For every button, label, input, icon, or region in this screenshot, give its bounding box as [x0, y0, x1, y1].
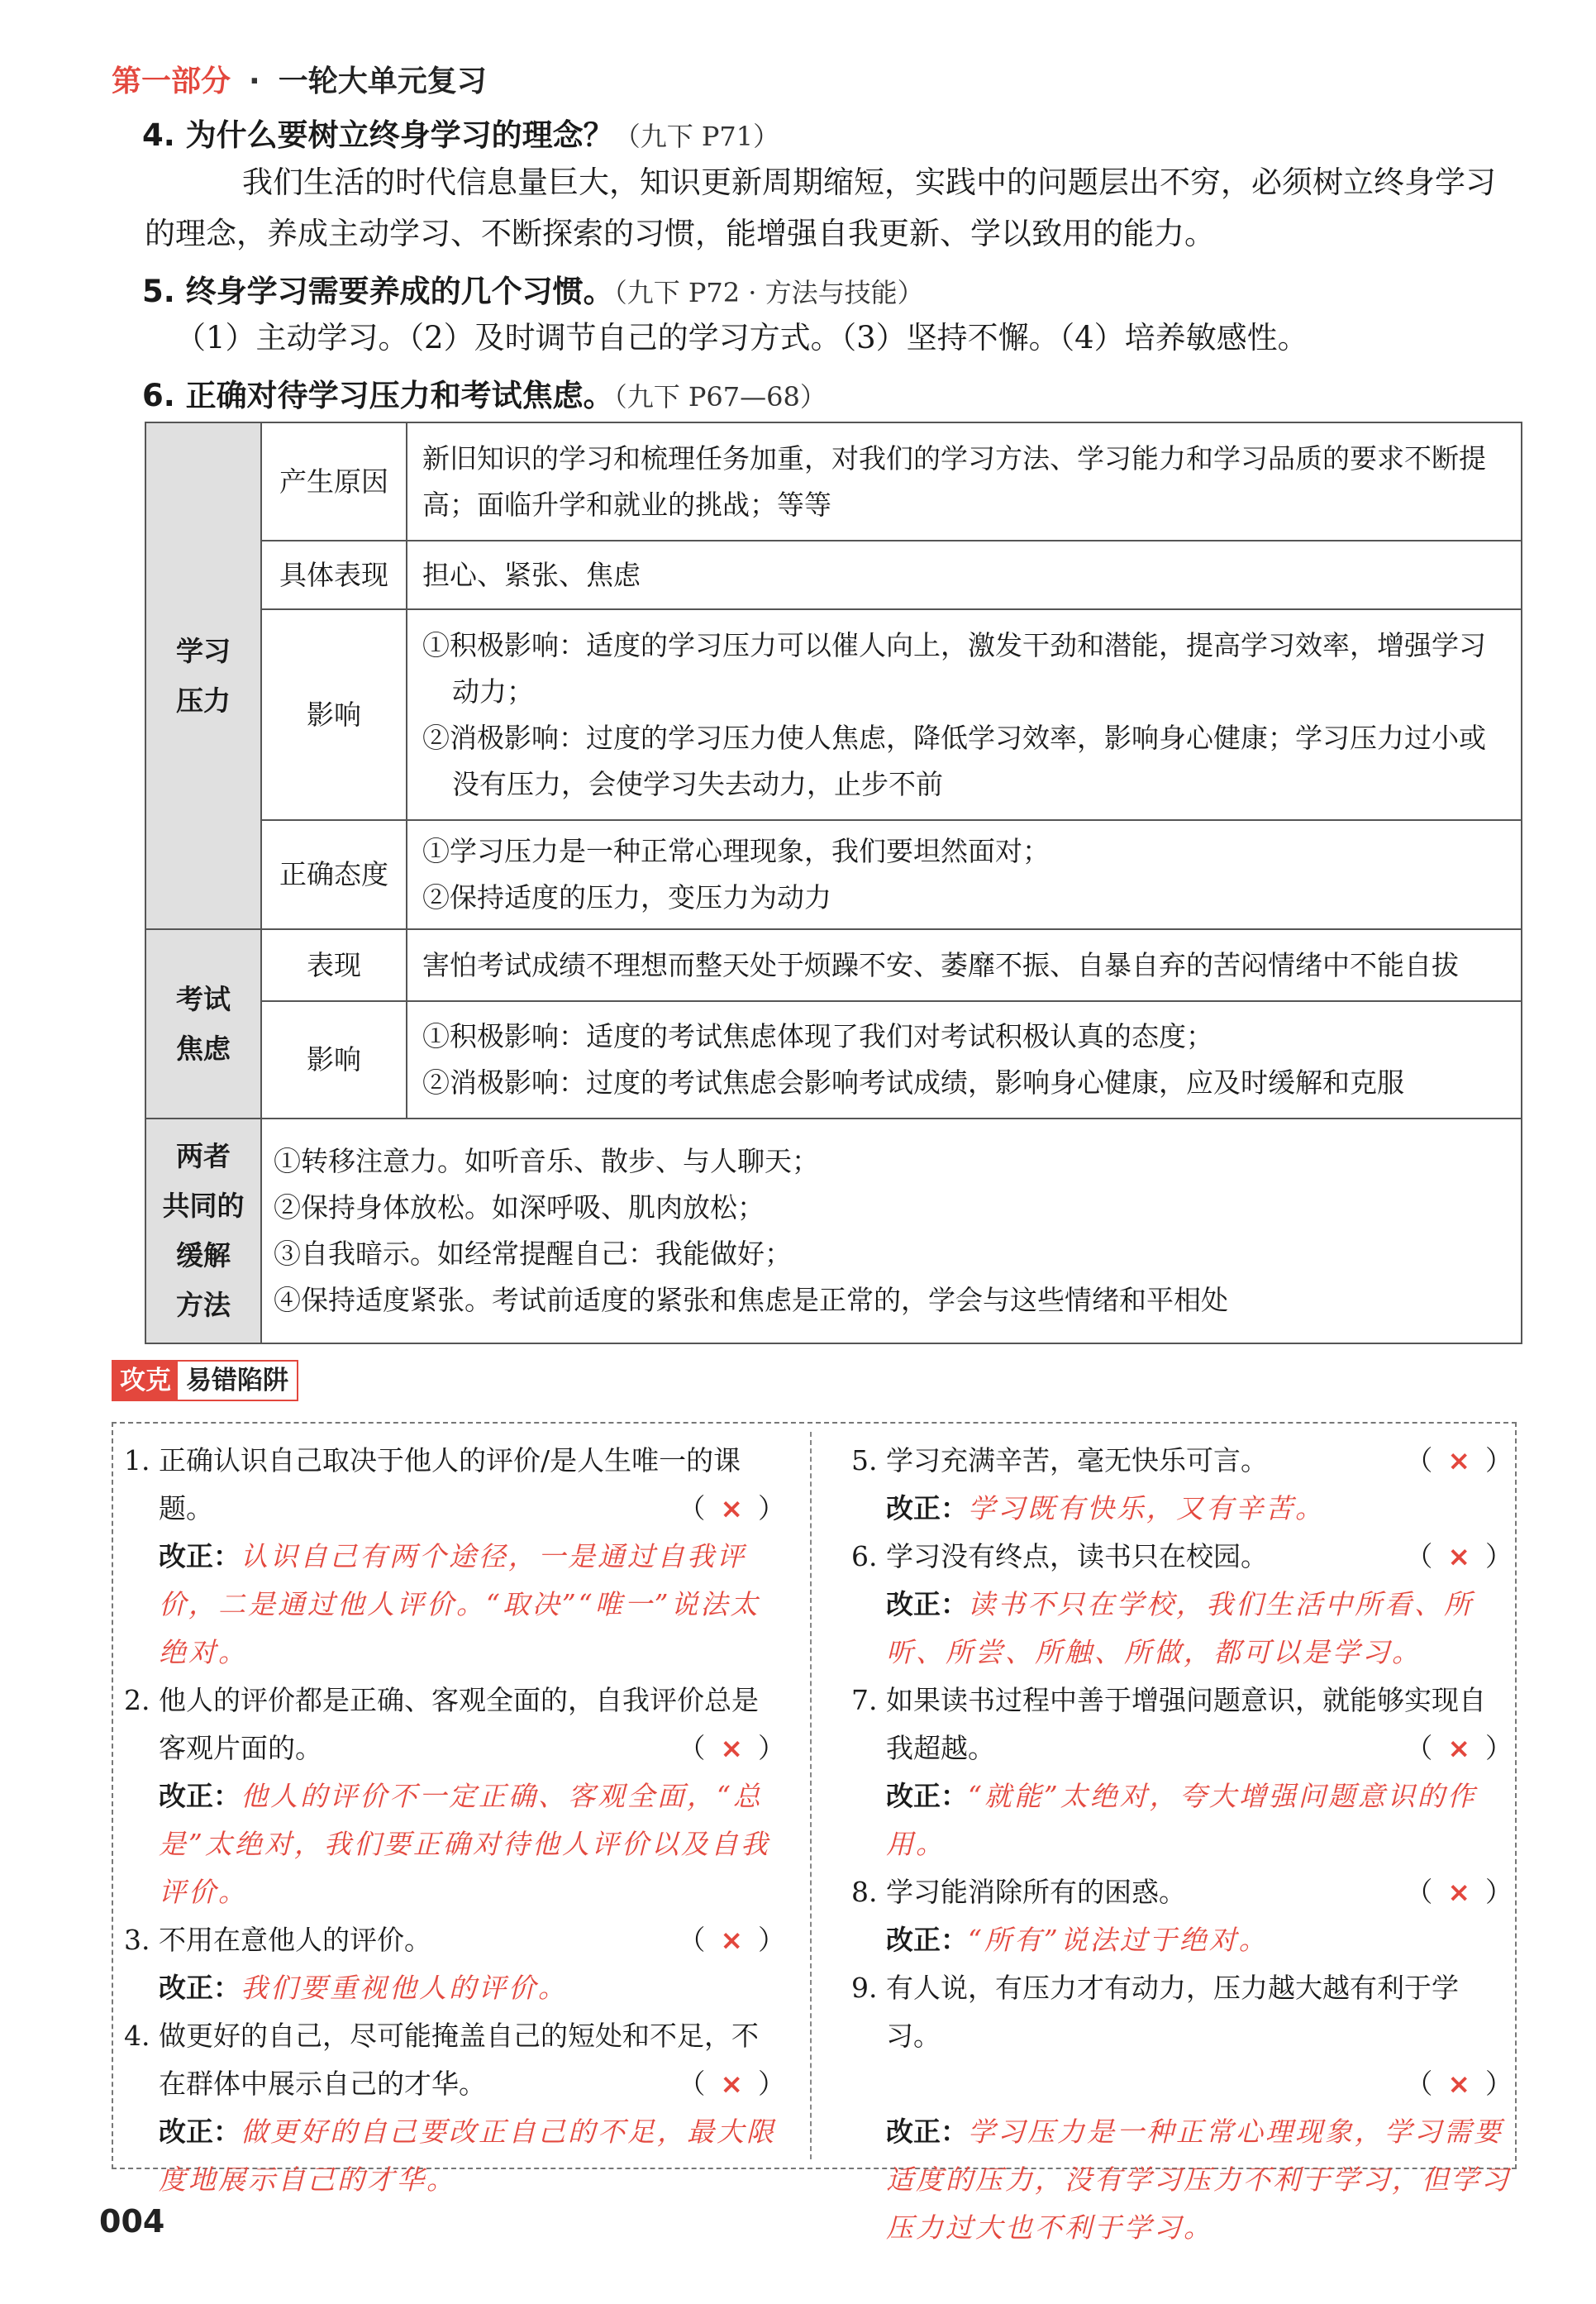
wrong-mark-2: （ × ） — [678, 1732, 785, 1764]
wrong-mark-4: （ × ） — [678, 2068, 785, 2100]
correction-1 — [124, 1533, 785, 1677]
cross-icon: × — [1447, 1876, 1470, 1908]
trap-item-9 — [851, 1964, 1513, 2252]
correction-5 — [851, 1485, 1513, 1533]
correction-9 — [851, 2108, 1513, 2252]
trap-item-6 — [851, 1533, 1513, 1677]
trap-badge-prefix: 攻克 — [113, 1362, 178, 1400]
correction-label: 改正： — [886, 2116, 968, 2148]
wrong-mark-5: （ × ） — [1405, 1444, 1513, 1476]
correction-label: 改正： — [159, 1972, 241, 2004]
trap-question-5: 5. 学习充满辛苦，毫无快乐可言。 — [851, 1444, 1268, 1476]
header-separator: · — [249, 64, 260, 98]
trap-item-2 — [124, 1677, 785, 1916]
method-4: ④保持适度紧张。考试前适度的紧张和焦虑是正常的，学会与这些情绪和平相处 — [274, 1284, 1228, 1316]
correction-3 — [124, 1964, 785, 2012]
cell-symptom-label: 具体表现 — [261, 541, 407, 609]
trap-question-9: 9. 有人说，有压力才有动力，压力越大越有利于学习。 — [851, 1972, 1459, 2052]
impact-negative-line2: 没有压力，会使学习失去动力，止步不前 — [452, 767, 943, 800]
trap-item-1 — [124, 1437, 785, 1677]
cross-icon: × — [1447, 1540, 1470, 1572]
cross-icon: × — [720, 1492, 743, 1524]
impact-positive-line1: ①积极影响：适度的学习压力可以催人向上，激发干劲和潜能，提高学习效率，增强学习 — [422, 628, 1486, 661]
correction-4 — [124, 2108, 785, 2204]
trap-item-5 — [851, 1437, 1513, 1533]
section-header — [112, 58, 487, 100]
cell-cause-label: 产生原因 — [261, 422, 407, 541]
wrong-mark-6: （ × ） — [1405, 1540, 1513, 1572]
page-number: 004 — [99, 2203, 165, 2240]
correction-8 — [851, 1916, 1513, 1964]
question-5-ref: （九下 P72 · 方法与技能） — [613, 277, 924, 308]
wrong-mark-8: （ × ） — [1405, 1876, 1513, 1908]
cell-anxiety-impact-text — [407, 1001, 1522, 1119]
trap-question-7: 7. 如果读书过程中善于增强问题意识，就能够实现自我超越。 — [851, 1684, 1486, 1764]
unit-title: 一轮大单元复习 — [278, 64, 487, 98]
wrong-mark-3: （ × ） — [678, 1924, 785, 1956]
cell-methods-text — [261, 1119, 1522, 1343]
cross-icon: × — [720, 1732, 743, 1764]
method-3: ③自我暗示。如经常提醒自己：我能做好； — [274, 1238, 792, 1270]
question-6-title — [142, 370, 827, 415]
attitude-line2: ②保持适度的压力，变压力为动力 — [422, 881, 831, 913]
trap-question-6: 6. 学习没有终点，读书只在校园。 — [851, 1540, 1268, 1572]
cell-anxiety-impact-label: 影响 — [261, 1001, 407, 1119]
wrong-mark-9: （ × ） — [1405, 2068, 1513, 2100]
cross-icon: × — [720, 2068, 743, 2100]
correction-text-6: 读书不只在学校，我们生活中所看、所听、所尝、所触、所做，都可以是学习。 — [886, 1588, 1474, 1668]
cell-expression-label: 表现 — [261, 929, 407, 1001]
question-4-title — [142, 110, 779, 155]
question-4-answer: 我们生活的时代信息量巨大，知识更新周期缩短，实践中的问题层出不穷，必须树立终身学习的理念，养成主动学习、不断探索的习惯，能增强自我更新、学以致用的能力。 — [145, 165, 1496, 251]
trap-item-8 — [851, 1868, 1513, 1964]
group-common-methods: 两者 共同的 缓解 方法 — [145, 1119, 261, 1343]
method-2: ②保持身体放松。如深呼吸、肌肉放松； — [274, 1191, 765, 1224]
correction-label: 改正： — [886, 1588, 968, 1620]
correction-text-8: “所有”说法过于绝对。 — [968, 1924, 1269, 1956]
trap-question-3: 3. 不用在意他人的评价。 — [124, 1924, 431, 1956]
trap-column-left — [124, 1437, 785, 2204]
trap-section-badge — [112, 1360, 298, 1401]
correction-6 — [851, 1581, 1513, 1677]
part-label: 第一部分 — [112, 64, 231, 98]
question-5-title — [142, 266, 924, 311]
correction-text-4: 做更好的自己要改正自己的不足，最大限度地展示自己的才华。 — [159, 2116, 776, 2196]
correction-label: 改正： — [159, 1540, 241, 1572]
cell-symptom-text: 担心、紧张、焦虑 — [407, 541, 1522, 609]
correction-text-1: 认识自己有两个途径，一是通过自我评价，二是通过他人评价。“取决”“唯一”说法太绝对。 — [159, 1540, 760, 1668]
trap-question-1: 1. 正确认识自己取决于他人的评价/是人生唯一的课题。 — [124, 1444, 741, 1524]
trap-item-3 — [124, 1916, 785, 2012]
impact-positive-line2: 动力； — [452, 675, 534, 708]
trap-badge-title: 易错陷阱 — [178, 1362, 297, 1400]
group-study-pressure: 学习 压力 — [145, 422, 261, 929]
correction-text-3: 我们要重视他人的评价。 — [241, 1972, 568, 2004]
correction-label: 改正： — [886, 1780, 968, 1812]
cell-impact-text — [407, 609, 1522, 820]
correction-label: 改正： — [886, 1492, 968, 1524]
anxiety-negative: ②消极影响：过度的考试焦虑会影响考试成绩，影响身心健康，应及时缓解和克服 — [422, 1066, 1404, 1099]
cell-attitude-label: 正确态度 — [261, 820, 407, 929]
method-1: ①转移注意力。如听音乐、散步、与人聊天； — [274, 1145, 819, 1177]
cross-icon: × — [1447, 2068, 1470, 2100]
wrong-mark-7: （ × ） — [1405, 1732, 1513, 1764]
question-6-text: 6. 正确对待学习压力和考试焦虑。 — [142, 378, 614, 413]
trap-item-4 — [124, 2012, 785, 2204]
trap-question-2: 2. 他人的评价都是正确、客观全面的，自我评价总是客观片面的。 — [124, 1684, 759, 1764]
correction-text-5: 学习既有快乐，又有辛苦。 — [968, 1492, 1325, 1524]
question-4-text: 4. 为什么要树立终身学习的理念？ — [142, 117, 614, 153]
correction-7 — [851, 1772, 1513, 1868]
question-5-answer: （1）主动学习。（2）及时调节自己的学习方式。（3）坚持不懈。（4）培养敏感性。 — [175, 320, 1308, 355]
trap-item-7 — [851, 1677, 1513, 1868]
correction-text-7: “就能”太绝对，夸大增强问题意识的作用。 — [886, 1780, 1477, 1860]
cross-icon: × — [1447, 1444, 1470, 1476]
anxiety-positive: ①积极影响：适度的考试焦虑体现了我们对考试积极认真的态度； — [422, 1020, 1213, 1052]
impact-negative-line1: ②消极影响：过度的学习压力使人焦虑，降低学习效率，影响身心健康；学习压力过小或 — [422, 721, 1486, 754]
correction-2 — [124, 1772, 785, 1916]
cell-impact-label: 影响 — [261, 609, 407, 820]
question-4-ref: （九下 P71） — [613, 121, 780, 152]
trap-column-right — [851, 1437, 1513, 2252]
group-exam-anxiety: 考试 焦虑 — [145, 929, 261, 1119]
wrong-mark-1: （ × ） — [678, 1492, 785, 1524]
cell-attitude-text — [407, 820, 1522, 929]
correction-label: 改正： — [886, 1924, 968, 1956]
pressure-anxiety-table — [145, 422, 1522, 1344]
correction-text-2: 他人的评价不一定正确、客观全面，“总是”太绝对，我们要正确对待他人评价以及自我评价。 — [159, 1780, 770, 1908]
question-5-text: 5. 终身学习需要养成的几个习惯。 — [142, 274, 614, 309]
trap-question-8: 8. 学习能消除所有的困惑。 — [851, 1876, 1186, 1908]
attitude-line1: ①学习压力是一种正常心理现象，我们要坦然面对； — [422, 835, 1050, 867]
cross-icon: × — [1447, 1732, 1470, 1764]
correction-text-9: 学习压力是一种正常心理现象，学习需要适度的压力，没有学习压力不利于学习，但学习压力过大也不利于学习。 — [886, 2116, 1511, 2244]
cell-expression-text: 害怕考试成绩不理想而整天处于烦躁不安、萎靡不振、自暴自弃的苦闷情绪中不能自拔 — [407, 929, 1522, 1001]
correction-label: 改正： — [159, 2116, 241, 2148]
trap-box-divider — [810, 1432, 812, 2159]
cross-icon: × — [720, 1924, 743, 1956]
correction-label: 改正： — [159, 1780, 241, 1812]
trap-question-4: 4. 做更好的自己，尽可能掩盖自己的短处和不足，不在群体中展示自己的才华。 — [124, 2020, 759, 2100]
question-6-ref: （九下 P67—68） — [613, 381, 827, 413]
cell-cause-text: 新旧知识的学习和梳理任务加重，对我们的学习方法、学习能力和学习品质的要求不断提高；面临升学和就业的挑战；等等 — [407, 422, 1522, 541]
